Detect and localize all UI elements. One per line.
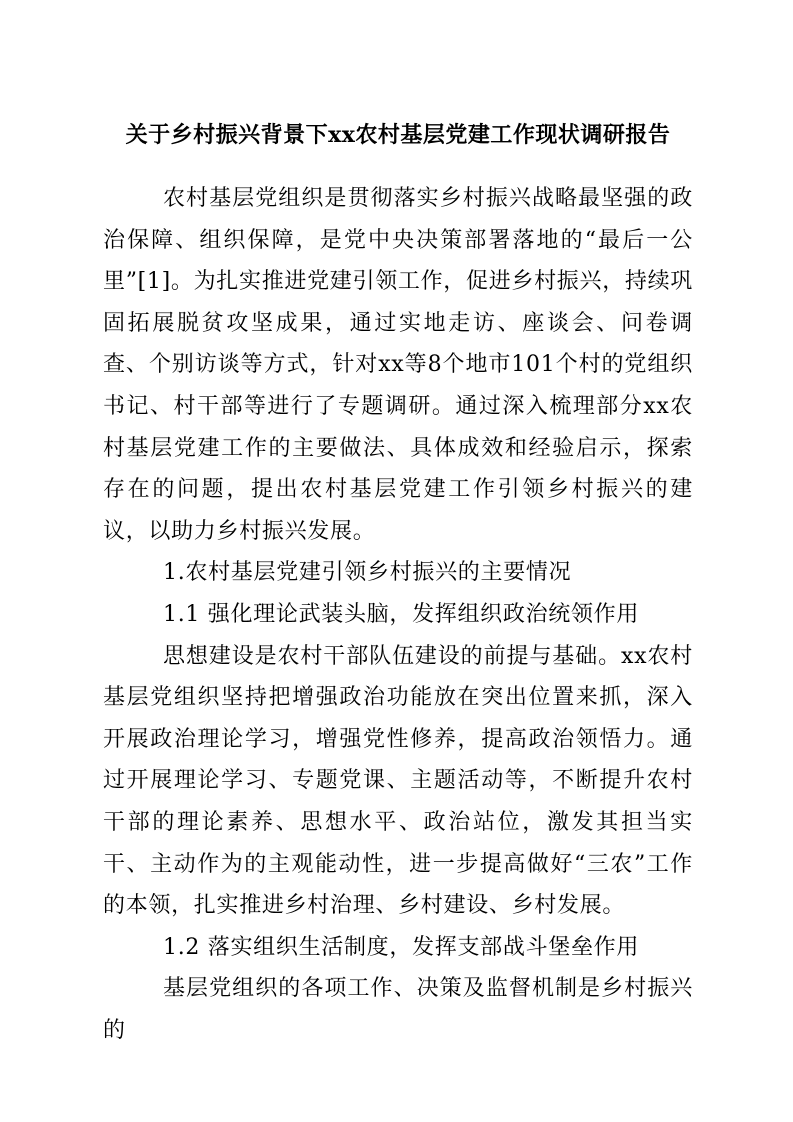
document-title: 关于乡村振兴背景下xx农村基层党建工作现状调研报告 [125, 122, 671, 148]
body-paragraph: 基层党组织的各项工作、决策及监督机制是乡村振兴的 [103, 976, 693, 1043]
section-heading: 1.1 强化理论武装头脑，发挥组织政治统领作用 [163, 601, 640, 627]
section-heading: 1.2 落实组织生活制度，发挥支部战斗堡垒作用 [163, 934, 640, 960]
section-heading: 1.农村基层党建引领乡村振兴的主要情况 [163, 560, 572, 586]
body-paragraph: 农村基层党组织是贯彻落实乡村振兴战略最坚强的政治保障、组织保障，是党中央决策部署落地的“最后一公里”[1]。为扎实推进党建引领工作，促进乡村振兴，持续巩固拓展脱贫攻坚成果，通过实地走访、座谈会、问卷调查、个别访谈等方式，针对xx等8个地市101个村的党组织书记、村干部等进行了专题调研。通过深入梳理部分xx农村基层党建工作的主要做法、具体成效和经验启示，探索存在的问题，提出农村基层党建工作引领乡村振兴的建议，以助力乡村振兴发展。 [103, 186, 694, 544]
document-body [103, 178, 693, 1051]
body-paragraph: 思想建设是农村干部队伍建设的前提与基础。xx农村基层党组织坚持把增强政治功能放在突出位置来抓，深入开展政治理论学习，增强党性修养，提高政治领悟力。通过开展理论学习、专题党课、主题活动等，不断提升农村干部的理论素养、思想水平、政治站位，激发其担当实干、主动作为的主观能动性，进一步提高做好“三农”工作的本领，扎实推进乡村治理、乡村建设、乡村发展。 [103, 643, 693, 919]
